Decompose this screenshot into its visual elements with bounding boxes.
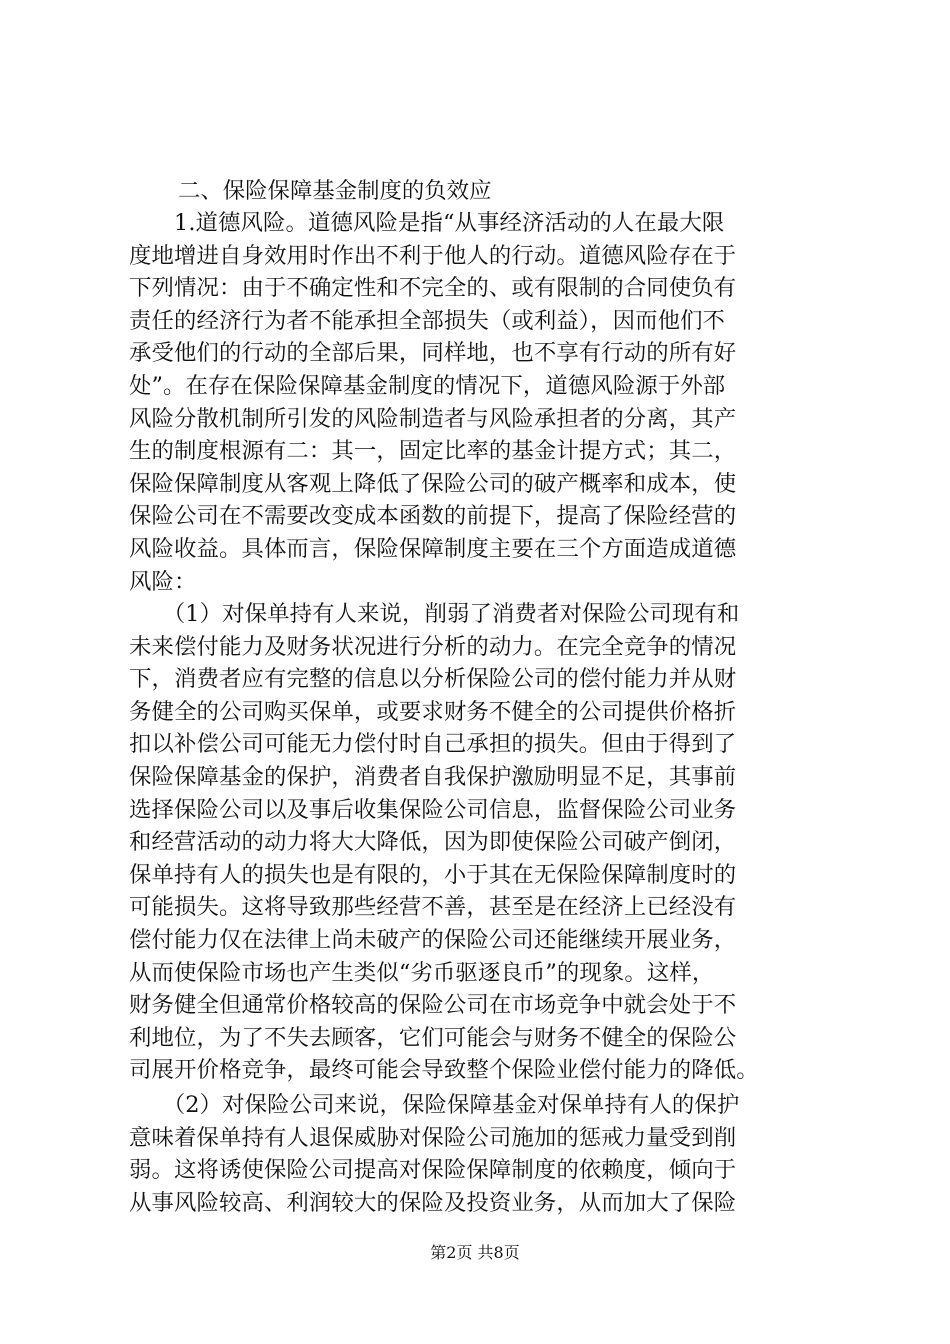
text-line: 偿付能力仅在法律上尚未破产的保险公司还能继续开展业务， bbox=[129, 926, 737, 953]
text-line: 风险分散机制所引发的风险制造者与风险承担者的分离，其产 bbox=[129, 405, 737, 432]
text-line: 务健全的公司购买保单，或要求财务不健全的公司提供价格折 bbox=[129, 698, 737, 725]
text-line: 生的制度根源有二：其一，固定比率的基金计提方式；其二， bbox=[129, 438, 737, 465]
text-line: 责任的经济行为者不能承担全部损失（或利益），因而他们不 bbox=[129, 307, 726, 334]
text-line: 度地增进自身效用时作出不利于他人的行动。道德风险存在于 bbox=[129, 242, 737, 269]
text-line: 财务健全但通常价格较高的保险公司在市场竞争中就会处于不 bbox=[129, 992, 737, 1019]
paragraph-policyholders bbox=[129, 598, 845, 1087]
text-line: 意味着保单持有人退保威胁对保险公司施加的惩戒力量受到削 bbox=[129, 1124, 737, 1151]
text-line: 保险公司在不需要改变成本函数的前提下，提高了保险经营的 bbox=[129, 503, 737, 530]
text-line: 从而使保险市场也产生类似“劣币驱逐良币”的现象。这样， bbox=[129, 959, 715, 986]
text-line: 和经营活动的动力将大大降低，因为即使保险公司破产倒闭， bbox=[129, 829, 737, 856]
text-line: 下列情况：由于不确定性和不完全的、或有限制的合同使负有 bbox=[129, 275, 737, 302]
text-line: 司展开价格竞争，最终可能会导致整个保险业偿付能力的降低。 bbox=[129, 1057, 759, 1084]
text-line: 选择保险公司以及事后收集保险公司信息，监督保险公司业务 bbox=[129, 796, 737, 823]
text-line: 保单持有人的损失也是有限的，小于其在无保险保障制度时的 bbox=[129, 861, 737, 888]
text-line: 弱。这将诱使保险公司提高对保险保障制度的依赖度，倾向于 bbox=[129, 1157, 737, 1184]
text-line: 处”。在存在保险保障基金制度的情况下，道德风险源于外部 bbox=[129, 372, 726, 399]
text-line: 扣以补偿公司可能无力偿付时自己承担的损失。但由于得到了 bbox=[129, 731, 737, 758]
paragraph-insurers bbox=[129, 1089, 845, 1219]
text-line: 未来偿付能力及财务状况进行分析的动力。在完全竞争的情况 bbox=[129, 633, 737, 660]
text-line: 风险收益。具体而言，保险保障制度主要在三个方面造成道德 bbox=[129, 535, 737, 562]
section-heading: 二、保险保障基金制度的负效应 bbox=[178, 178, 492, 204]
text-line: 从事风险较高、利润较大的保险及投资业务，从而加大了保险 bbox=[129, 1189, 737, 1216]
page-number-footer: 第2页 共8页 bbox=[430, 1243, 520, 1262]
text-line: 风险： bbox=[129, 568, 197, 595]
text-line: 可能损失。这将导致那些经营不善，甚至是在经济上已经没有 bbox=[129, 894, 737, 921]
text-line: 1.道德风险。道德风险是指“从事经济活动的人在最大限 bbox=[129, 210, 725, 236]
text-line: 利地位，为了不失去顾客，它们可能会与财务不健全的保险公 bbox=[129, 1024, 737, 1051]
text-line: 保险保障制度从客观上降低了保险公司的破产概率和成本，使 bbox=[129, 470, 737, 497]
text-line: 承受他们的行动的全部后果，同样地，也不享有行动的所有好 bbox=[129, 340, 737, 367]
text-line: 下，消费者应有完整的信息以分析保险公司的偿付能力并从财 bbox=[129, 666, 737, 693]
text-line: （2）对保险公司来说，保险保障基金对保单持有人的保护 bbox=[129, 1092, 740, 1118]
text-line: 保险保障基金的保护，消费者自我保护激励明显不足，其事前 bbox=[129, 763, 737, 790]
text-line: （1）对保单持有人来说，削弱了消费者对保险公司现有和 bbox=[129, 601, 740, 627]
paragraph-moral-hazard bbox=[129, 207, 845, 598]
